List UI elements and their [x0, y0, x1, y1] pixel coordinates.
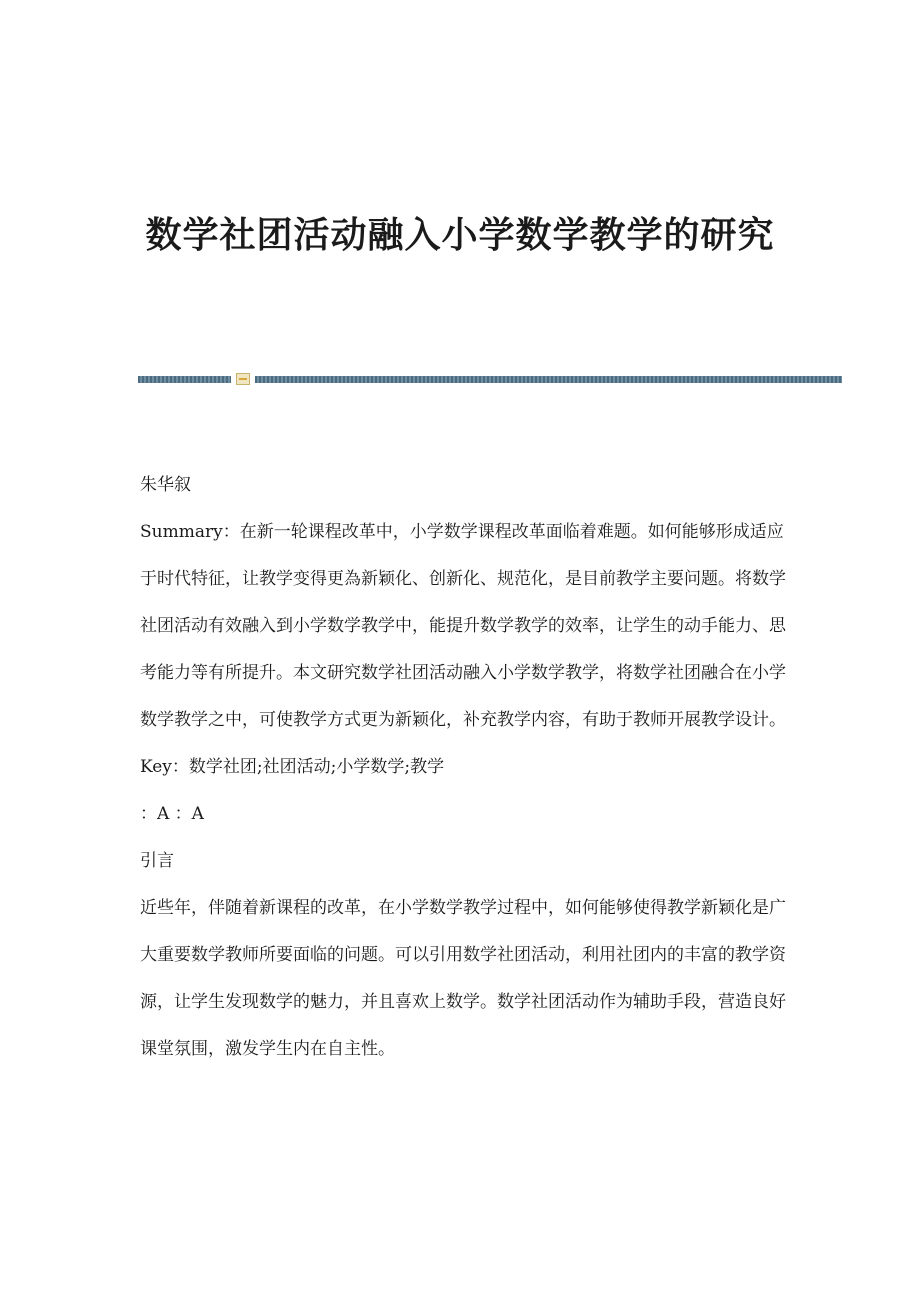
divider-bar-right — [255, 376, 842, 383]
divider-bar-left — [138, 376, 231, 383]
document-title: 数学社团活动融入小学数学教学的研究 — [145, 214, 775, 256]
intro-paragraph: 近些年，伴随着新课程的改革，在小学数学教学过程中，如何能够使得教学新颖化是广大重要数学教师所要面临的问题。可以引用数学社团活动，利用社团内的丰富的教学资源，让学生发现数学的魅力，并且喜欢上数学。数学社团活动作为辅助手段，营造良好课堂氛围，激发学生内在自主性。 — [140, 898, 786, 1059]
classification-line: ：A ：A — [140, 804, 204, 824]
divider-ornament-icon — [236, 373, 250, 385]
section-heading: 引言 — [140, 851, 174, 871]
summary-paragraph: Summary：在新一轮课程改革中，小学数学课程改革面临着难题。如何能够形成适应于时代特征，让教学变得更為新颖化、创新化、规范化，是目前教学主要问题。将数学社团活动有效融入到小学数学教学中，能提升数学教学的效率，让学生的动手能力、思考能力等有所提升。本文研究数学社团活动融入小学数学教学，将数学社团融合在小学数学教学之中，可使教学方式更为新颖化，补充教学内容，有助于教师开展教学设计。 — [140, 522, 786, 730]
title-divider — [138, 373, 842, 385]
document-body — [140, 462, 790, 1073]
author-name: 朱华叙 — [140, 475, 191, 495]
keywords-line: Key：数学社团;社团活动;小学数学;教学 — [140, 757, 445, 777]
